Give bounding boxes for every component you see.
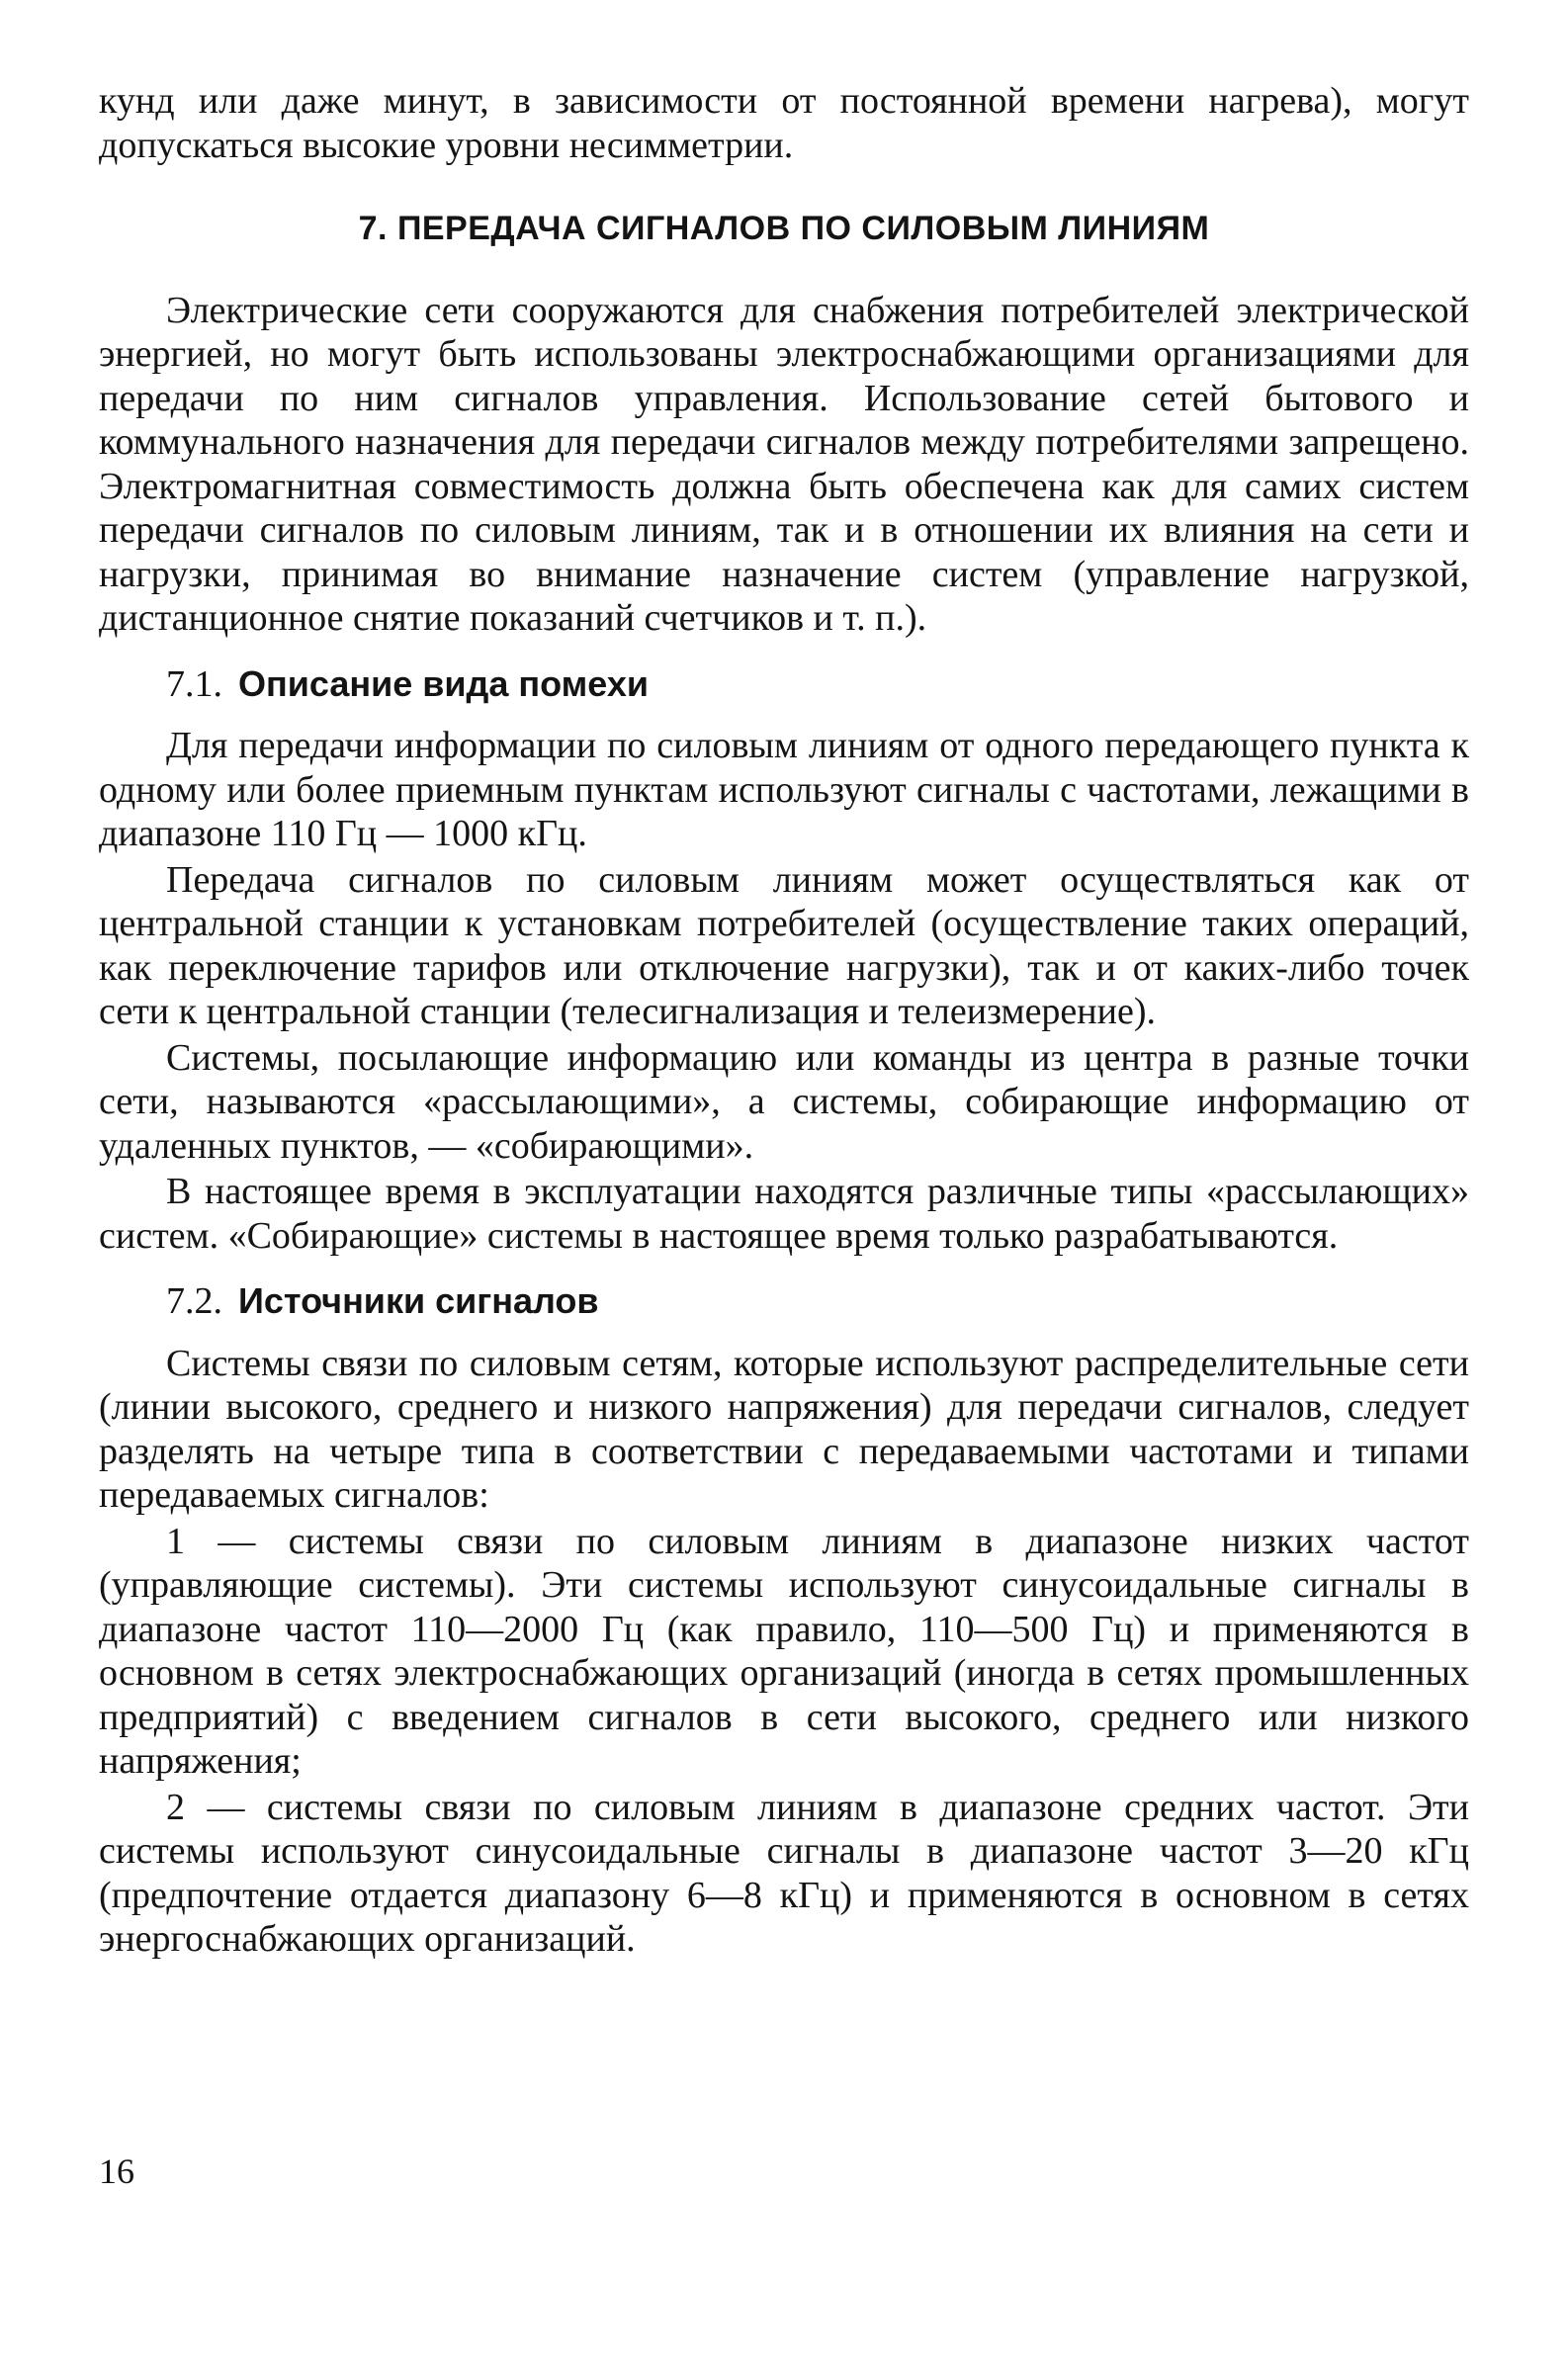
subsection-number: 7.2. — [166, 1280, 222, 1322]
section-heading: 7. ПЕРЕДАЧА СИГНАЛОВ ПО СИЛОВЫМ ЛИНИЯМ — [358, 210, 1210, 247]
document-page — [99, 79, 1469, 1962]
paragraph: Системы связи по силовым сетям, которые используют распределительные сети (линии высокого, среднего и низкого напряжения) для передачи сигналов, следует разделять на четыре типа в соответствии с передаваемыми частотами и типами передаваемых сигналов: — [99, 1342, 1469, 1516]
subsection-heading-7-1 — [99, 662, 1469, 707]
paragraph: Для передачи информации по силовым линиям от одного передающего пункта к одному или более приемным пунктам используют сигналы с частотами, лежащими в диапазоне 110 Гц — 1000 кГц. — [99, 725, 1469, 854]
subsection-title: Источники сигналов — [238, 1280, 599, 1321]
subsection-number: 7.1. — [166, 662, 222, 705]
page-number: 16 — [99, 2151, 134, 2191]
list-item-paragraph: 2 — системы связи по силовым линиям в диапазоне средних частот. Эти системы используют синусоидальные сигналы в диапазоне частот 3—20 кГц (предпочтение отдается диапазону 6—8 кГц) и применяются в основном в сетях энергоснабжающих организаций. — [99, 1786, 1469, 1960]
list-item-paragraph: 1 — системы связи по силовым линиям в диапазоне низких частот (управляющие системы). Эти системы используют синусоидальные сигналы в диапазоне частот 110—2000 Гц (как правило, 110—500 Гц) и применяются в основном в сетях электроснабжающих организаций (иногда в сетях промышленных предприятий) с введением сигналов в сети высокого, среднего или низкого напряжения; — [99, 1520, 1469, 1782]
subsection-title: Описание вида помехи — [238, 662, 649, 704]
paragraph-continuation: кунд или даже минут, в зависимости от постоянной времени нагрева), могут допускаться высокие уровни несимметрии. — [99, 80, 1469, 166]
paragraph: Передача сигналов по силовым линиям может осуществляться как от центральной станции к установкам потребителей (осуществление таких операций, как переключение тарифов или отключение нагрузки), так и от каких-либо точек сети к центральной станции (телесигнализация и телеизмерение). — [99, 858, 1469, 1032]
paragraph: В настоящее время в эксплуатации находятся различные типы «рассылающих» систем. «Собирающие» системы в настоящее время только разрабатываются. — [99, 1171, 1469, 1257]
subsection-heading-7-2 — [99, 1279, 1469, 1324]
section-intro-paragraph: Электрические сети сооружаются для снабжения потребителей электрической энергией, но могут быть использованы электроснабжающими организациями для передачи по ним сигналов управления. Использование сетей бытового и коммунального назначения для передачи сигналов между потребителями запрещено. Электромагнитная совместимость должна быть обеспечена как для самих систем передачи сигналов по силовым линиям, так и в отношении их влияния на сети и нагрузки, принимая во внимание назначение систем (управление нагрузкой, дистанционное снятие показаний счетчиков и т. п.). — [99, 289, 1469, 639]
paragraph: Системы, посылающие информацию или команды из центра в разные точки сети, называются «рассылающими», а системы, собирающие информацию от удаленных пунктов, — «собирающими». — [99, 1036, 1469, 1167]
